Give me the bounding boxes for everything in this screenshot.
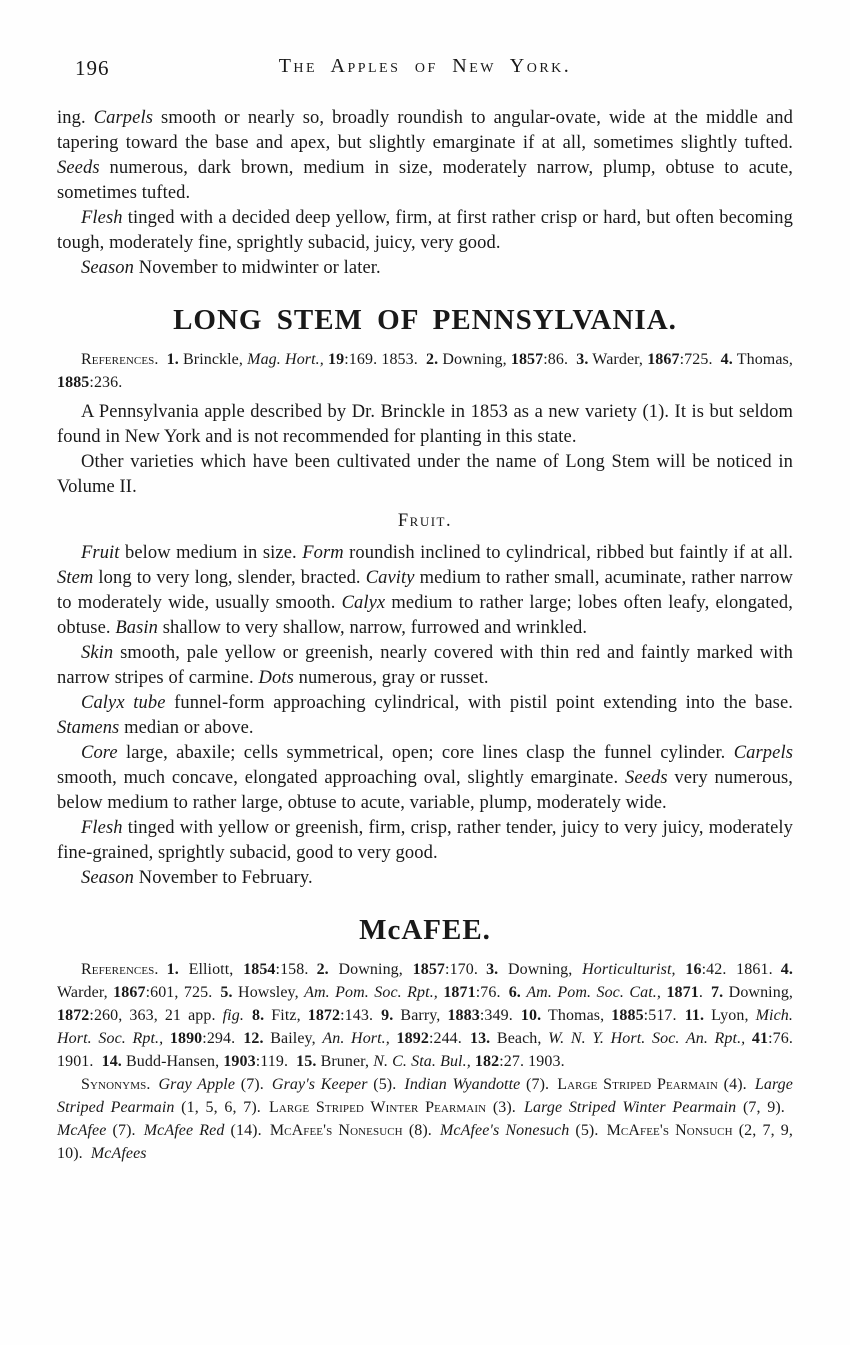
- paragraph-flesh-long-stem: Flesh tinged with yellow or greenish, firm, crisp, rather tender, juicy to very juicy, moderately fine-grained, sprightly subacid, good to very good.: [57, 818, 793, 863]
- paragraph-season-longfield: Season November to midwinter or later.: [81, 258, 381, 278]
- heading-mcafee: McAFEE.: [359, 914, 491, 946]
- paragraph-history-other-varieties: Other varieties which have been cultivated under the name of Long Stem will be noticed in Volume II.: [57, 452, 793, 497]
- paragraph-skin-dots: Skin smooth, pale yellow or greenish, nearly covered with thin red and faintly marked with narrow stripes of carmine. Dots numerous, gray or russet.: [57, 643, 793, 688]
- paragraph-history-brinckle: A Pennsylvania apple described by Dr. Brinckle in 1853 as a new variety (1). It is but seldom found in New York and is not recommended for planting in this state.: [57, 402, 793, 447]
- paragraph-carpels-seeds-continuation: ing. Carpels smooth or nearly so, broadly roundish to angular-ovate, wide at the middle and tapering toward the base and apex, but slightly emarginate if at all, sometimes slightly tufted. Seeds numerous, dark brown, medium in size, moderately narrow, plump, obtuse to acute, sometimes tufted.: [57, 108, 793, 203]
- synonyms-mcafee: Synonyms. Gray Apple (7). Gray's Keeper (5). Indian Wyandotte (7). Large Striped Pearmain (4). Large Striped Pearmain (1, 5, 6, 7). Large Striped Winter Pearmain (3). Large Striped Winter Pearmain (7, 9). McAfee (7). McAfee Red (14). McAfee's Nonesuch (8). McAfee's Nonesuch (5). McAfee's Nonsuch (2, 7, 9, 10). McAfees: [57, 1076, 793, 1162]
- references-long-stem: References. 1. Brinckle, Mag. Hort., 19:169. 1853. 2. Downing, 1857:86. 3. Warder, 1867:725. 4. Thomas, 1885:236.: [57, 351, 793, 391]
- running-title: The Apples of New York.: [278, 55, 572, 77]
- paragraph-core-carpels-seeds: Core large, abaxile; cells symmetrical, open; core lines clasp the funnel cylinder. Carpels smooth, much concave, elongated approaching oval, slightly emarginate. Seeds very numerous, below medium to rather large, obtuse to acute, variable, plump, moderately wide.: [57, 743, 793, 813]
- paragraph-season-long-stem: Season November to February.: [81, 868, 313, 888]
- paragraph-flesh-longfield: Flesh tinged with a decided deep yellow, firm, at first rather crisp or hard, but often becoming tough, moderately fine, sprightly subacid, juicy, very good.: [57, 208, 793, 253]
- paragraph-fruit-form-stem-cavity: Fruit below medium in size. Form roundish inclined to cylindrical, ribbed but faintly if at all. Stem long to very long, slender, bracted. Cavity medium to rather small, acuminate, rather narrow to moderately wide, usually smooth. Calyx medium to rather large; lobes often leafy, elongated, obtuse. Basin shallow to very shallow, narrow, furrowed and wrinkled.: [57, 543, 793, 638]
- references-mcafee: References. 1. Elliott, 1854:158. 2. Downing, 1857:170. 3. Downing, Horticulturist, 16:42. 1861. 4. Warder, 1867:601, 725. 5. Howsley, Am. Pom. Soc. Rpt., 1871:76. 6. Am. Pom. Soc. Cat., 1871. 7. Downing, 1872:260, 363, 21 app. fig. 8. Fitz, 1872:143. 9. Barry, 1883:349. 10. Thomas, 1885:517. 11. Lyon, Mich. Hort. Soc. Rpt., 1890:294. 12. Bailey, An. Hort., 1892:244. 13. Beach, W. N. Y. Hort. Soc. An. Rpt., 41:76. 1901. 14. Budd-Hansen, 1903:119. 15. Bruner, N. C. Sta. Bul., 182:27. 1903.: [57, 961, 794, 1070]
- page-header: [57, 54, 793, 82]
- page-number: 196: [75, 56, 110, 80]
- subhead-fruit: Fruit.: [397, 511, 453, 531]
- paragraph-calyx-tube-stamens: Calyx tube funnel-form approaching cylindrical, with pistil point extending into the base. Stamens median or above.: [57, 693, 793, 738]
- heading-long-stem-of-pennsylvania: LONG STEM OF PENNSYLVANIA.: [173, 304, 677, 336]
- page-body: [57, 106, 793, 1165]
